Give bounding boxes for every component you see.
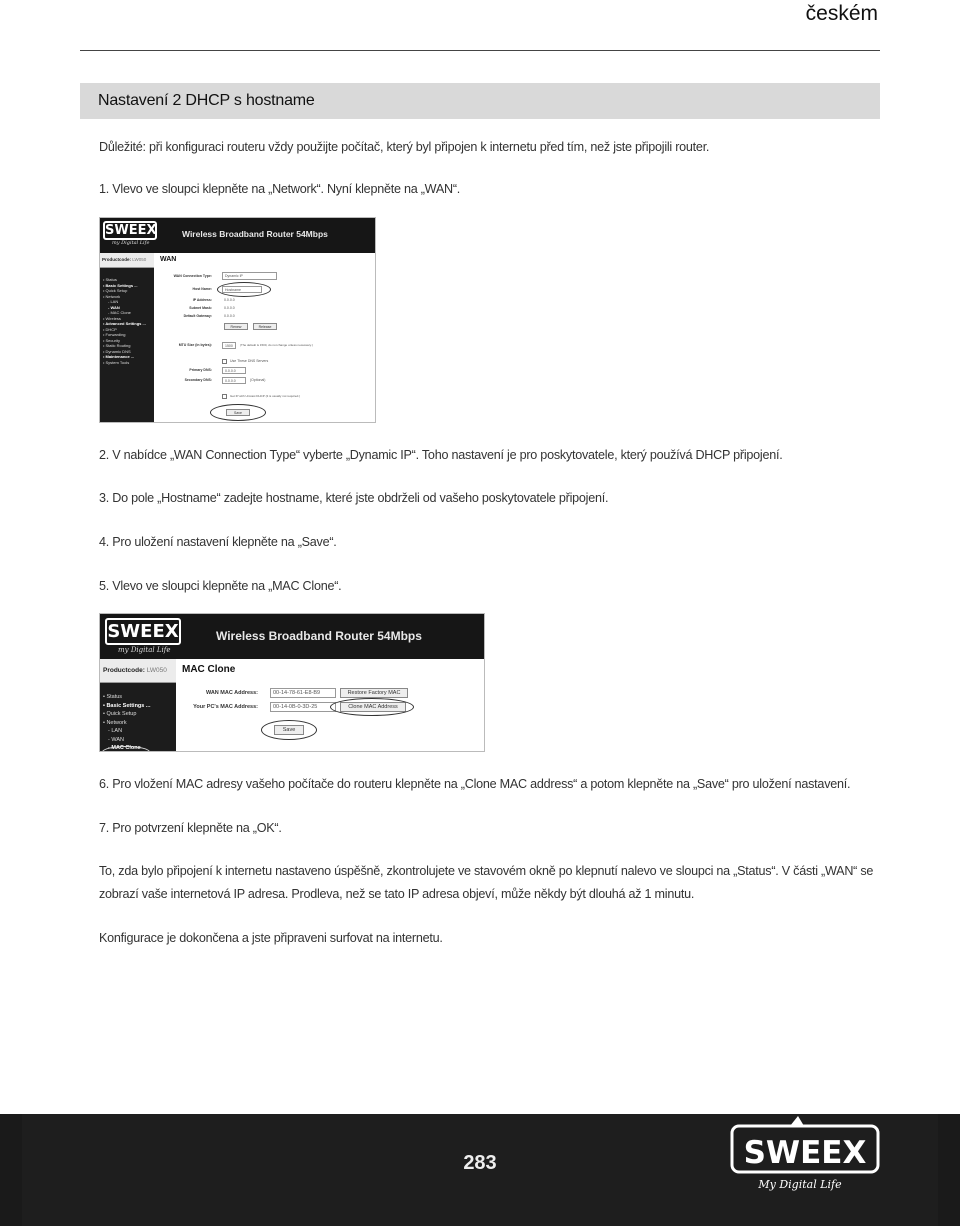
menu-item-mac-clone[interactable]: - MAC Clone [108, 310, 131, 315]
mac-clone-menu-highlight [102, 746, 150, 752]
productcode-label: Productcode: [103, 667, 145, 674]
productcode-value: LW050 [146, 667, 167, 674]
logo-tagline: My Digital Life [758, 1178, 842, 1191]
secondary-dns-note: (Optional) [250, 378, 266, 382]
pc-mac-label: Your PC's MAC Address: [193, 704, 258, 710]
page-number: 283 [463, 1152, 497, 1174]
menu-item-security[interactable]: • Security [103, 337, 120, 343]
secondary-dns-input[interactable]: 0.0.0.0 [222, 377, 246, 384]
clone-mac-highlight [330, 698, 414, 716]
primary-dns-label: Primary DNS: [189, 368, 212, 372]
wan-screenshot [99, 217, 376, 423]
step-5: 5. Vlevo ve sloupci klepněte na „MAC Clone“. [99, 579, 342, 593]
sweex-footer-logo [728, 1116, 884, 1196]
host-name-input[interactable]: Hostname [222, 286, 262, 293]
mtu-input[interactable]: 1500 [222, 342, 236, 349]
menu-item-network[interactable]: • Network [103, 293, 121, 299]
productcode-value: LW050 [132, 257, 147, 262]
secondary-dns-label: Secondary DNS: [184, 378, 212, 382]
host-name-label: Host Name: [192, 287, 212, 291]
menu-item-wan[interactable]: - WAN [108, 736, 124, 743]
productcode [100, 253, 154, 268]
use-dns-label: Use These DNS Servers [230, 359, 269, 363]
menu-item-wan[interactable]: - WAN [108, 304, 120, 310]
completion-note: Konfigurace je dokončena a jste připraveni surfovat na internetu. [99, 931, 443, 945]
menu-item-lan[interactable]: - LAN [108, 728, 123, 734]
step-3: 3. Do pole „Hostname“ zadejte hostname, které jste obdrželi od vašeho poskytovatele připojení. [99, 491, 609, 505]
important-note: Důležité: při konfiguraci routeru vždy použijte počítač, který byl připojen k internetu před tím, než jste připojili router. [99, 140, 710, 154]
logo-text: SWEEX [743, 1135, 867, 1171]
router-title: Wireless Broadband Router 54Mbps [216, 629, 422, 643]
menu-item-lan[interactable]: - LAN [108, 299, 119, 304]
unicast-label: Get IP with Unicast DHCP (It is usually not required.) [230, 394, 301, 398]
menu-item-dynamic-dns[interactable]: • Dynamic DNS [103, 348, 131, 354]
productcode-label: Productcode: [102, 257, 132, 262]
clone-mac-address-button[interactable]: Clone MAC Address [340, 702, 406, 712]
menu-item-advanced-settings[interactable]: • Advanced Settings ... [103, 321, 146, 326]
menu-item-mac-clone[interactable]: - MAC Clone [108, 745, 141, 751]
default-gateway-value: 0.0.0.0 [224, 314, 235, 318]
sidebar-menu [103, 277, 153, 365]
menu-item-quick-setup[interactable]: • Quick Setup [103, 711, 137, 717]
host-name-highlight [217, 282, 271, 297]
step-6: 6. Pro vložení MAC adresy vašeho počítače do routeru klepněte na „Clone MAC address“ a potom klepněte na „Save“ pro uložení nastavení. [99, 777, 851, 791]
wan-type-label: WAN Connection Type: [173, 274, 212, 278]
use-dns-checkbox[interactable] [222, 359, 227, 364]
mtu-note: (The default is 1500, do not change unless necessary.) [240, 343, 313, 347]
menu-item-system-tools[interactable]: • System Tools [103, 359, 130, 365]
step-2: 2. V nabídce „WAN Connection Type“ vyberte „Dynamic IP“. Toho nastavení je pro poskytovatele, který používá DHCP připojení. [99, 448, 783, 462]
subnet-mask-label: Subnet Mask: [189, 306, 212, 310]
save-highlight [210, 404, 266, 421]
renew-button[interactable]: Renew [224, 323, 248, 330]
menu-item-dhcp[interactable]: • DHCP [103, 326, 117, 332]
unicast-checkbox[interactable] [222, 394, 227, 399]
save-button[interactable]: Save [226, 409, 250, 416]
menu-item-forwarding[interactable]: • Forwarding [103, 332, 126, 337]
ip-address-value: 0.0.0.0 [224, 298, 235, 302]
ip-address-label: IP Address: [192, 298, 212, 302]
router-sidebar [100, 659, 176, 751]
wan-mac-label: WAN MAC Address: [205, 690, 258, 696]
router-title: Wireless Broadband Router 54Mbps [182, 229, 328, 239]
release-button[interactable]: Release [253, 323, 277, 330]
menu-item-network[interactable]: • Network [103, 719, 127, 726]
page-title: MAC Clone [182, 664, 236, 675]
router-header [100, 614, 484, 659]
mtu-label: MTU Size (in bytes): [178, 343, 212, 347]
sidebar-menu [103, 693, 175, 752]
router-sidebar [100, 253, 154, 422]
step-7: 7. Pro potvrzení klepněte na „OK“. [99, 821, 282, 835]
restore-factory-mac-button[interactable]: Restore Factory MAC [340, 688, 408, 698]
sweex-logo: SWEEX [105, 618, 181, 645]
primary-dns-input[interactable]: 0.0.0.0 [222, 367, 246, 374]
subnet-mask-value: 0.0.0.0 [224, 306, 235, 310]
menu-item-basic-settings[interactable]: • Basic Settings ... [103, 702, 151, 709]
mac-clone-screenshot [99, 613, 485, 752]
productcode [100, 659, 176, 683]
save-button[interactable]: Save [274, 725, 304, 735]
section-title: Nastavení 2 DHCP s hostname [98, 92, 315, 109]
menu-item-static-routing[interactable]: • Static Routing [103, 343, 131, 348]
logo-spark [790, 1116, 804, 1126]
header-rule [80, 50, 880, 51]
wan-type-select[interactable]: Dynamic IP [222, 272, 277, 280]
pc-mac-input[interactable]: 00-14-0B-0-3D-25 [270, 702, 336, 712]
language-heading: českém [805, 2, 878, 25]
menu-item-status[interactable]: • Status [103, 277, 117, 282]
logo-tagline: my Digital Life [118, 646, 171, 654]
router-header [100, 218, 375, 253]
sweex-logo: SWEEX [105, 223, 157, 238]
logo-tagline: my Digital Life [112, 240, 150, 246]
step-1: 1. Vlevo ve sloupci klepněte na „Network“. Nyní klepněte na „WAN“. [99, 182, 461, 196]
step-4: 4. Pro uložení nastavení klepněte na „Save“. [99, 535, 337, 549]
default-gateway-label: Default Gateway: [183, 314, 212, 318]
status-note: To, zda bylo připojení k internetu nastaveno úspěšně, zkontrolujete ve stavovém okně po klepnutí nalevo ve sloupci na „Status“. V části „WAN“ se zobrazí vaše internetová IP adresa. Prodleva, než se tato IP adresa objeví, může někdy být dlouhá až 1 minutu. [99, 864, 874, 901]
section-header [80, 83, 880, 119]
page-title: WAN [160, 256, 177, 263]
save-highlight [261, 720, 317, 740]
menu-item-maintenance[interactable]: • Maintenance ... [103, 354, 135, 359]
menu-item-basic-settings[interactable]: • Basic Settings ... [103, 282, 138, 288]
menu-item-status[interactable]: • Status [103, 694, 123, 700]
menu-item-quick-setup[interactable]: • Quick Setup [103, 288, 128, 293]
menu-item-wireless[interactable]: • Wireless [103, 315, 121, 321]
wan-mac-input[interactable]: 00-14-78-61-E8-B9 [270, 688, 336, 698]
